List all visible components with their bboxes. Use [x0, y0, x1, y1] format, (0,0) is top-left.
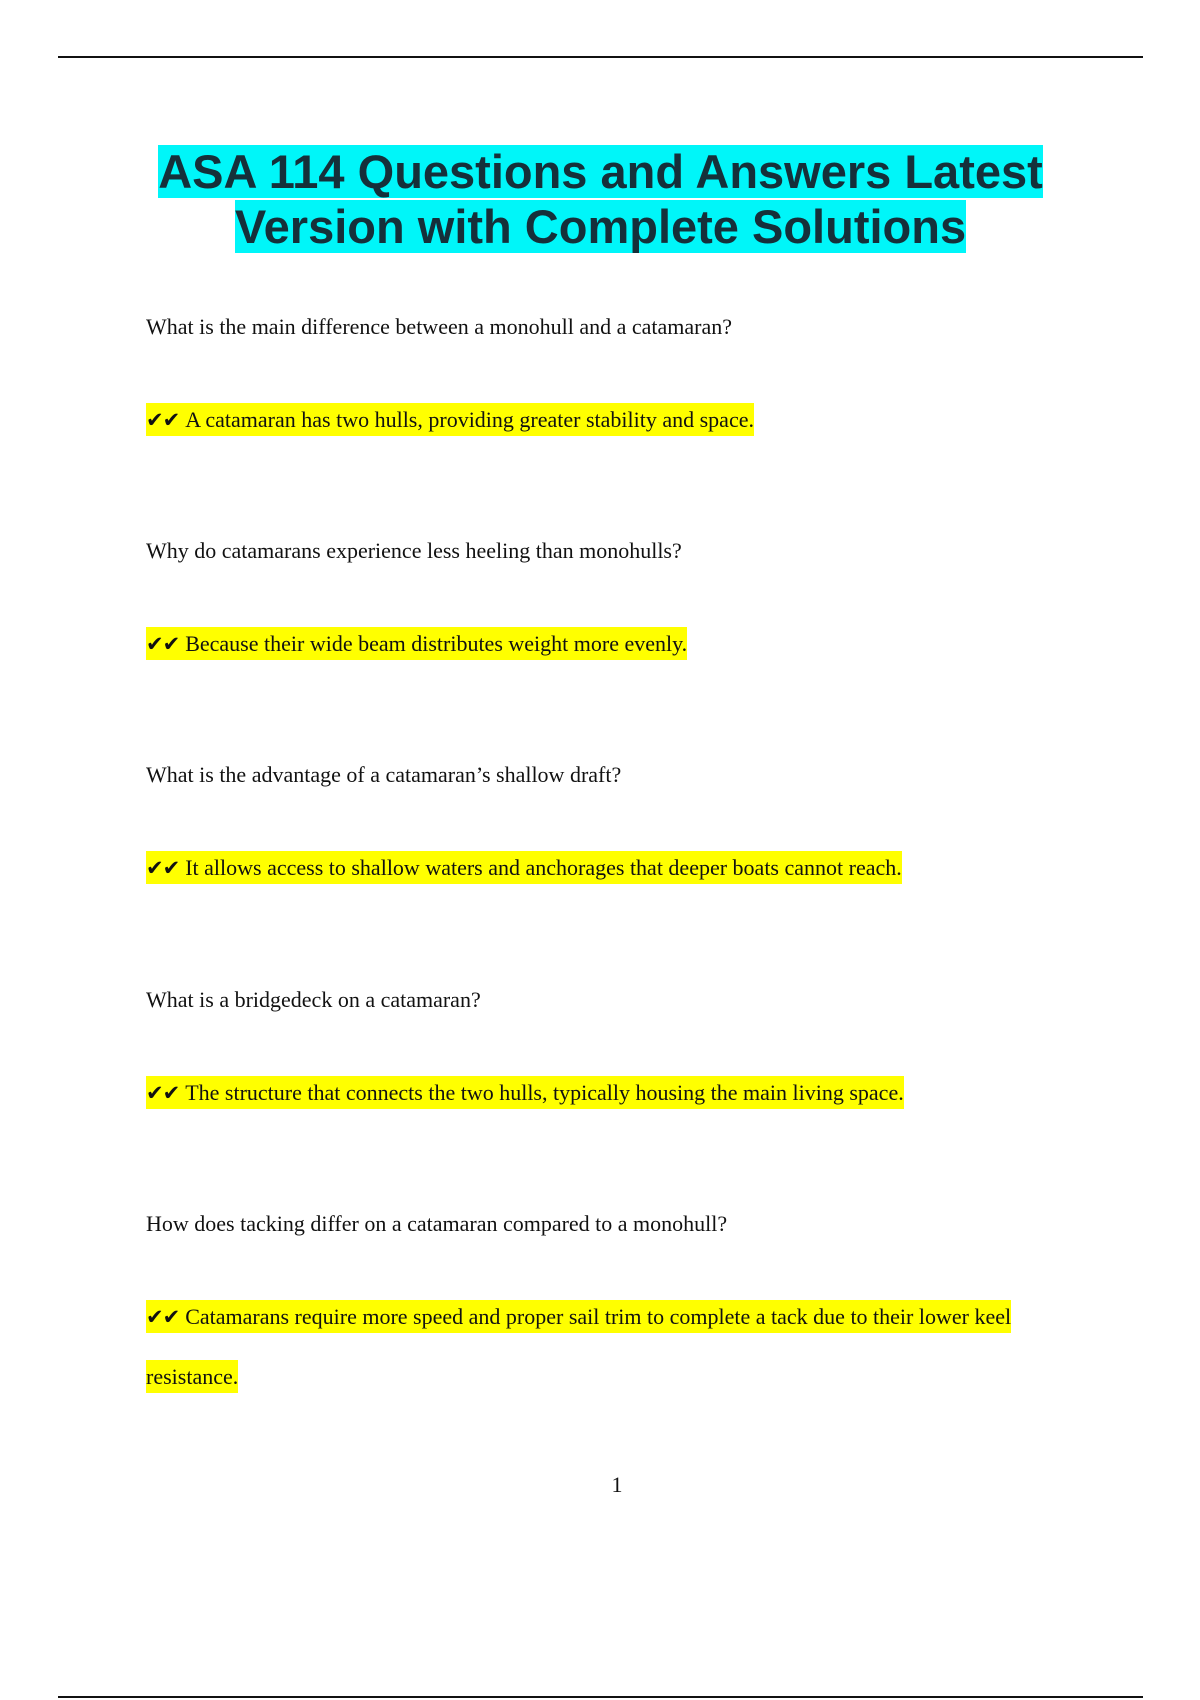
question-text: What is the main difference between a monohull and a catamaran?	[146, 314, 732, 339]
question-text: How does tacking differ on a catamaran compared to a monohull?	[146, 1211, 728, 1236]
answer	[146, 838, 1066, 898]
answer-highlight	[146, 1076, 904, 1109]
answer-text: A catamaran has two hulls, providing greater stability and space.	[185, 407, 754, 432]
question-text: What is a bridgedeck on a catamaran?	[146, 987, 481, 1012]
answer	[146, 1063, 1066, 1123]
qa-item	[146, 762, 1066, 898]
double-check-icon: ✔✔	[146, 408, 180, 432]
header-rule	[58, 56, 1143, 58]
answer-text: Catamarans require more speed and proper sail trim to complete a tack due to their lower keel resistance.	[146, 1304, 1012, 1389]
page-number: 1	[611, 1472, 623, 1497]
answer	[146, 614, 1066, 674]
question-text: What is the advantage of a catamaran’s shallow draft?	[146, 762, 622, 787]
qa-item	[146, 987, 1066, 1123]
answer-text: The structure that connects the two hulls, typically housing the main living space.	[185, 1080, 904, 1105]
answer-highlight	[146, 403, 754, 436]
answer-text: Because their wide beam distributes weight more evenly.	[185, 631, 688, 656]
title-line-2: Version with Complete Solutions	[234, 200, 967, 253]
answer	[146, 1287, 1066, 1407]
qa-item	[146, 538, 1066, 674]
double-check-icon: ✔✔	[146, 1305, 180, 1329]
answer-highlight	[146, 627, 687, 660]
qa-item	[146, 314, 1066, 450]
qa-item	[146, 1211, 1066, 1407]
double-check-icon: ✔✔	[146, 1081, 180, 1105]
answer-highlight	[146, 851, 902, 884]
footer-rule	[58, 1696, 1143, 1698]
answer	[146, 390, 1066, 450]
answer-text: It allows access to shallow waters and anchorages that deeper boats cannot reach.	[185, 855, 902, 880]
answer-highlight	[146, 1300, 1011, 1393]
question-text: Why do catamarans experience less heeling than monohulls?	[146, 538, 682, 563]
double-check-icon: ✔✔	[146, 856, 180, 880]
title-line-1: ASA 114 Questions and Answers Latest	[158, 145, 1043, 198]
page-title	[58, 144, 1143, 254]
double-check-icon: ✔✔	[146, 632, 180, 656]
